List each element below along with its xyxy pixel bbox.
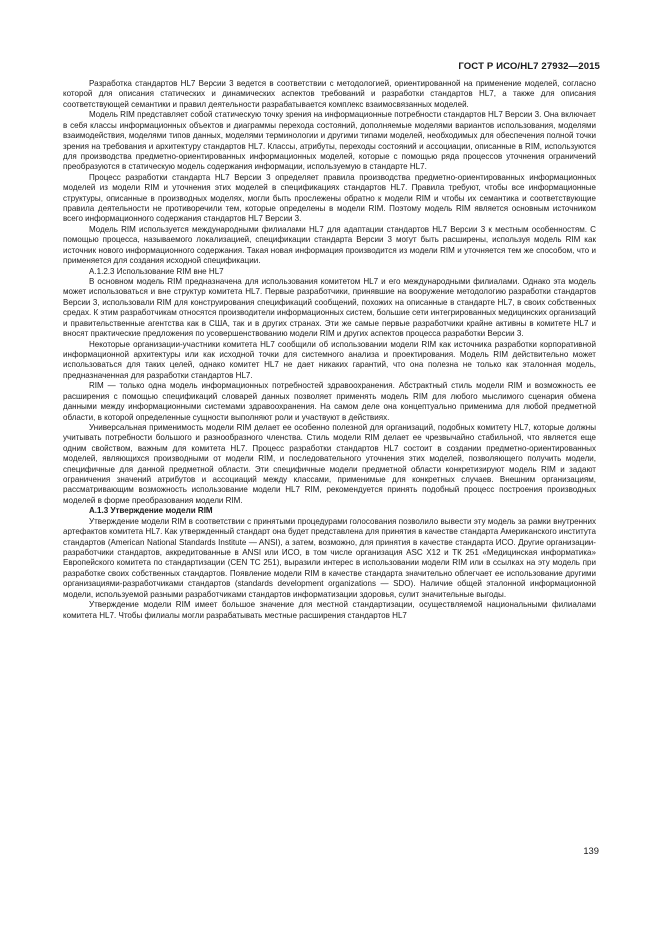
section-heading: А.1.3 Утверждение модели RIM [89,506,213,516]
paragraph: Некоторые организации-участники комитета HL7 сообщили об использовании модели RIM как источника разработки корпоративной информационной архитектуры или как исходной точки для системного анализа и проектирования. Модель RIM действительно может использоваться для таких целей, однако комитет HL7 не дает никаких гарантий, что она полезна не только как эталонная модель, предназначенная для разработки стандартов HL7. [63,339,596,380]
page-header-standard-id: ГОСТ Р ИСО/HL7 27932—2015 [458,61,600,72]
page-number: 139 [583,845,599,856]
paragraph: Утверждение модели RIM в соответствии с принятыми процедурами голосования позволило вывести эту модель за рамки внутренних артефактов комитета HL7. Как утвержденный стандарт она будет представлена для принятия в качестве стандарта Американского института стандартов (American National Standards Institute — ANSI), а затем, возможно, для принятия в качестве стандарта ИСО. Другие организации-разработчики стандартов, аккредитованные в ANSI или ИСО, в том числе организация ASC X12 и ТК 251 «Медицинская информатика» Европейского комитета по стандартизации (CEN TC 251), выразили интерес в использовании модели RIM или в ссылках на эту модель при разработке своих собственных стандартов. Появление модели RIM в качестве стандарта значительно облегчает ее использование другими организациями-разработчиками стандартов (standards development organizations — SDO). Наличие общей эталонной информационной модели, используемой разными разработчиками стандартов информатизации здоровья, сулит значительные выгоды. [63,516,596,599]
paragraph: В основном модель RIM предназначена для использования комитетом HL7 и его международными филиалами. Однако эта модель может использоваться и вне структур комитета HL7. Первые разработчики, принявшие на вооружение методологию разработки стандартов Версии 3, использовали RIM для конструирования спецификаций сообщений, похожих на описанные в стандарте HL7, в своих собственных средах. К этим разработчикам относятся производители информационных систем, большие сети интегрированных медицинских организаций и правительственные агентства как в США, так и в других странах. Эти же самые первые разработчики крайне активны в комитете HL7 и вносят практические предложения по усовершенствованию модели RIM и других аспектов процесса разработки Версии 3. [63,277,596,339]
paragraph: Утверждение модели RIM имеет большое значение для местной стандартизации, осуществляемой национальными филиалами комитета HL7. Чтобы филиалы могли разрабатывать местные расширения стандартов HL7 [63,600,596,620]
paragraph: Универсальная применимость модели RIM делает ее особенно полезной для организаций, подобных комитету HL7, которые должны учитывать потребности большого и разнообразного членства. Стиль модели RIM делает ее чрезвычайно стабильной, что является еще одним свойством, важным для комитета HL7. Процесс разработки стандартов HL7 состоит в создании предметно-ориентированных моделей, являющихся производными от модели RIM, и последовательного уточнения этих моделей, позволяющего получить модели, специфичные для данной предметной области. Эти специфичные модели предметной области конкретизируют модель RIM и задают ограничения значений атрибутов и ассоциаций между классами, применимые для конкретных случаев. Внешним организациям, рассматривающим возможность использование модели HL7 RIM, рекомендуется принять подобный процесс построения производных моделей в форме преобразования модели RIM. [63,422,596,505]
document-body [63,79,596,621]
paragraph: Модель RIM используется международными филиалами HL7 для адаптации стандартов HL7 Версии 3 к местным особенностям. С помощью процесса, называемого локализацией, спецификации стандарта Версии 3 могут быть расширены, используя модель RIM как источник нового информационного содержания. Такая новая информация производится из модели RIM и уточняется тем же способом, что и применяется для создания исходной спецификации. [63,224,596,266]
section-subheading: А.1.2.3 Использование RIM вне HL7 [89,266,224,276]
paragraph: RIM — только одна модель информационных потребностей здравоохранения. Абстрактный стиль модели RIM и возможность ее расширения с помощью спецификаций словарей данных позволяет применять модель RIM для любого мыслимого сценария обмена данными между информационными системами здравоохранения. На самом деле она концептуально применима для любой предметной области, в которой определенные сущности выполняют роли и участвуют в действиях. [63,381,596,422]
paragraph: Модель RIM представляет собой статическую точку зрения на информационные потребности стандартов HL7 Версии 3. Она включает в себя классы информационных объектов и диаграммы перехода состояний, дополняемые моделями вариантов использования, моделями взаимодействия, моделями типов данных, моделями терминологии и другими типами моделей, необходимых для обеспечения полной точки зрения на требования и архитектуру стандартов HL7. Классы, атрибуты, переходы состояний и ассоциации, описанные в RIM, используются для производства предметно-ориентированных информационных моделей, которые с помощью ряда процессов уточнения ограничений преобразуются в статическую модель содержания информации, используемую в стандарте HL7. [63,110,596,172]
paragraph: Разработка стандартов HL7 Версии 3 ведется в соответствии с методологией, ориентированной на применение моделей, согласно которой для описания статических и динамических аспектов требований и разработки стандартов HL7, а также для описания соответствующей семантики и правил деятельности разрабатывается комплекс взаимосвязанных моделей. [63,79,596,109]
paragraph: Процесс разработки стандарта HL7 Версии 3 определяет правила производства предметно-ориентированных информационных моделей из модели RIM и уточнения этих моделей в спецификациях стандартов HL7. Правила требуют, чтобы все информационные структуры, описанные в производных моделях, могли быть прослежены обратно к модели RIM и чтобы их семантика и соответствующие правила деятельности не противоречили тем, которые определены в модели RIM. Поэтому модель RIM является основным источником всего информационного содержания стандартов HL7 Версии 3. [63,172,596,224]
